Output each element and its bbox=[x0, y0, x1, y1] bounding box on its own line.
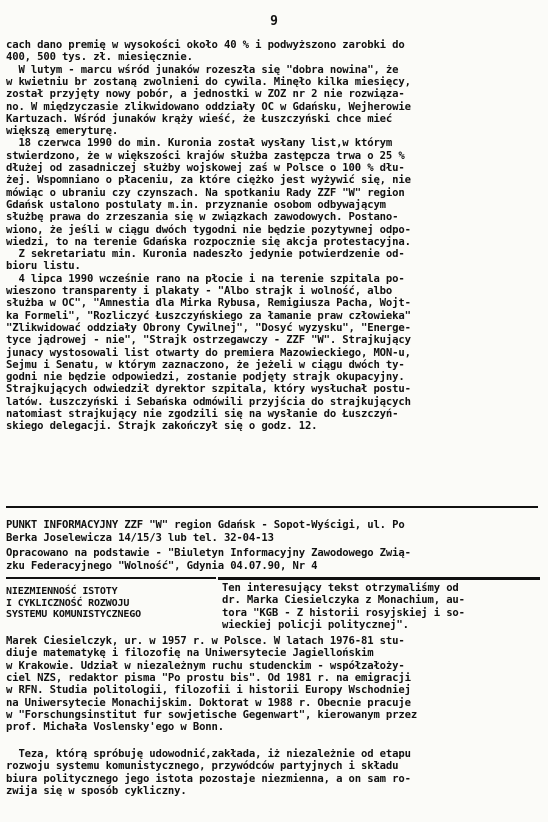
heading-line: SYSTEMU KOMUNISTYCZNEGO bbox=[6, 609, 142, 620]
section-1-line: mówiąc o ubraniu czy czynszach. Na spotkaniu Rady ZZF "W" region bbox=[6, 186, 405, 199]
section-1-line: wiono, że jeśli w ciągu dwóch tygodni nie będzie pozytywnej odpo- bbox=[6, 223, 411, 236]
contact-line: PUNKT INFORMACYJNY ZZF "W" region Gdańsk - Sopot-Wyścigi, ul. Po bbox=[6, 519, 405, 531]
heading-line: I CYKLICZNOŚĆ ROZWOJU bbox=[6, 597, 130, 609]
thesis-line: Teza, którą spróbuję udowodnić,zakłada, iż niezależnie od etapu bbox=[6, 748, 411, 760]
bio-line: w Krakowie. Udział w niezależnym ruchu studenckim - współzałoży- bbox=[6, 659, 405, 672]
heading-line: NIEZMIENNOŚĆ ISTOTY bbox=[6, 586, 118, 597]
section-1-line: służbę prawa do zrzeszania się w związkach zawodowych. Postano- bbox=[6, 211, 399, 224]
section-1-line: ka Formeli", "Rozliczyć Łuszczyńskiego za łamanie praw człowieka" bbox=[6, 309, 411, 322]
section-1-line: służba w OC", "Amnestia dla Mirka Rybusa, Remigiusza Pacha, Wojt- bbox=[6, 297, 411, 310]
bio-line: na Uniwersytecie Monachijskim. Doktorat w 1988 r. Obecnie pracuje bbox=[6, 696, 411, 709]
section-1-line: godni nie będzie odpowiedzi, zostanie podjęty strajk okupacyjny. bbox=[6, 371, 405, 384]
section-1-line: Z sekretariatu min. Kuronia nadeszło jedynie potwierdzenie od- bbox=[6, 248, 405, 261]
heading-top-rule bbox=[6, 577, 216, 579]
thesis-line: biura politycznego jego istota pozostaje niezmienna, a on sam ro- bbox=[6, 772, 411, 785]
source-line: zku Federacyjnego "Wolność", Gdynia 04.07.90, Nr 4 bbox=[6, 559, 318, 572]
section-1-line: cach dano premię w wysokości około 40 % i podwyższono zarobki do bbox=[6, 39, 405, 51]
section-1-line: większą emeryturę. bbox=[6, 125, 119, 138]
intro-line: dr. Marka Ciesielczyka z Monachium, au- bbox=[222, 594, 465, 607]
section-1-line: Gdańsk ustalono postulaty m.in. przyznanie osobom odbywającym bbox=[6, 198, 386, 211]
section-1-line: no. W międzyczasie zlikwidowano oddziały OC w Gdańsku, Wejherowie bbox=[6, 100, 411, 113]
section-1-line: Kartuzach. Wśród junaków krąży wieść, że Łuszczyński chce mieć bbox=[6, 112, 393, 125]
bio-line: diuje matematykę i filozofię na Uniwersytecie Jagiellońskim bbox=[6, 647, 374, 660]
bio-line: w "Forschungsinstitut fur sowjetische Gegenwart", kierowanym przez bbox=[6, 708, 418, 721]
section-1-line: junacy wystosowali list otwarty do premiera Mazowieckiego, MON-u, bbox=[6, 346, 411, 359]
contact-top-rule bbox=[6, 506, 538, 508]
section-1-line: żej. Wspomniano o płaceniu, za które ciężko jest wyżywić się, nie bbox=[6, 174, 411, 187]
section-1-line: skiego delegacji. Strajk zakończył się o godz. 12. bbox=[6, 420, 318, 433]
intro-line: tora "KGB - Z historii rosyjskiej i so- bbox=[222, 606, 465, 619]
thesis-line: rozwoju systemu komunistycznego, przywódców partyjnych i składu bbox=[6, 760, 399, 773]
section-1-line: "Zlikwidować oddziały Obrony Cywilnej", "Dosyć wyzysku", "Energe- bbox=[6, 321, 411, 334]
section-1-line: natomiast strajkujący nie zgodzili się na wysłanie do Łuszczyń- bbox=[6, 408, 399, 420]
section-1-line: latów. Łuszczyński i Sebańska odmówili przyjścia do strajkujących bbox=[6, 395, 411, 408]
bio-line: ciel NZS, redaktor pisma "Po prostu bis". Od 1981 r. na emigracji bbox=[6, 671, 411, 684]
intro-top-rule bbox=[218, 577, 540, 580]
section-1-line: 400, 500 tys. zł. miesięcznie. bbox=[6, 51, 193, 64]
section-1-line: dłużej od zasadniczej służby wojskowej zaś w Polsce o 100 % dłu- bbox=[6, 162, 405, 174]
section-1-line: 18 czerwca 1990 do min. Kuronia został wysłany list,w którym bbox=[6, 137, 393, 150]
contact-line: Berka Joselewicza 14/15/3 lub tel. 32-04-13 bbox=[6, 531, 274, 544]
section-1-line: Strajkujących odwiedził dyrektor szpitala, który wysłuchał postu- bbox=[6, 383, 411, 396]
page-number: 9 bbox=[270, 14, 278, 29]
section-1-line: 4 lipca 1990 wcześnie rano na płocie i na terenie szpitala po- bbox=[6, 272, 405, 285]
section-1-line: w kwietniu br zostaną zwolnieni do cywila. Minęło kilka miesięcy, bbox=[6, 75, 411, 88]
thesis-line: zwija się w sposób cykliczny. bbox=[6, 784, 187, 797]
section-1-line: bioru listu. bbox=[6, 260, 81, 273]
intro-line: wieckiej policji politycznej". bbox=[222, 618, 409, 631]
section-1-line: wieszono transparenty i plakaty - "Albo strajk i wolność, albo bbox=[6, 285, 393, 297]
section-1-line: W lutym - marcu wśród junaków rozeszła się "dobra nowina", że bbox=[6, 63, 399, 76]
source-line: Opracowano na podstawie - "Biuletyn Informacyjny Zawodowego Zwią- bbox=[6, 547, 411, 559]
section-1-line: stwierdzono, że w większości krajów służba zastępcza trwa o 25 % bbox=[6, 149, 405, 162]
section-1-line: został przyjęty nowy pobór, a jednostki w ZOZ nr 2 nie rozwiąza- bbox=[6, 88, 405, 101]
bio-line: w RFN. Studia politologii, filozofii i historii Europy Wschodniej bbox=[6, 684, 411, 697]
bio-line: prof. Michała Voslensky'ego w Bonn. bbox=[6, 721, 224, 734]
intro-line: Ten interesujący tekst otrzymaliśmy od bbox=[222, 582, 459, 594]
section-1-line: wiedzi, to na terenie Gdańska rozpocznie się akcja protestacyjna. bbox=[6, 235, 411, 248]
bio-line: Marek Ciesielczyk, ur. w 1957 r. w Polsce. W latach 1976-81 stu- bbox=[6, 635, 405, 647]
section-1-line: tyce jądrowej - nie", "Strajk ostrzegawczy - ZZF "W". Strajkujący bbox=[6, 334, 411, 347]
section-1-line: Sejmu i Senatu, w którym zaznaczono, że jeżeli w ciągu dwóch ty- bbox=[6, 358, 405, 371]
